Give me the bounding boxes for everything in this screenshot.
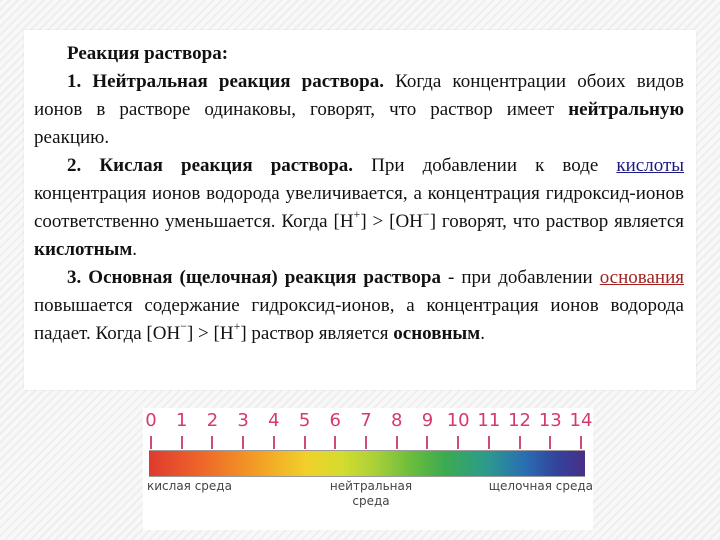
acid-text-2: концентрация ионов водорода увеличивается, а концентрация гидроксид-ионов соответственно уменьшается. Когда [H bbox=[34, 183, 684, 232]
paragraph-alkaline bbox=[34, 264, 684, 348]
neutral-heading: Нейтральная реакция раствора. bbox=[92, 71, 384, 92]
ph-number-8: 8 bbox=[390, 410, 403, 431]
paragraph-number: 2. bbox=[67, 155, 82, 176]
ph-number-7: 7 bbox=[360, 410, 372, 431]
neutral-bold-word: нейтральную bbox=[568, 99, 685, 120]
paragraph-number: 3. bbox=[67, 267, 82, 288]
paragraph-number: 1. bbox=[67, 71, 82, 92]
acid-medium-label: кислая среда bbox=[147, 479, 232, 493]
neutral-text: Когда концентрации обоих видов ионов в растворе одинаковы, говорят, что раствор имеет bbox=[34, 71, 684, 120]
ph-number-1: 1 bbox=[175, 410, 188, 431]
ph-number-9: 9 bbox=[421, 410, 434, 431]
ph-tick-2 bbox=[211, 436, 213, 449]
ph-tick-3 bbox=[242, 436, 244, 449]
ph-number-14: 14 bbox=[569, 410, 593, 431]
ph-number-5: 5 bbox=[298, 410, 311, 431]
acid-link[interactable]: кислоты bbox=[616, 155, 685, 176]
superscript: + bbox=[233, 318, 241, 333]
ph-tick-8 bbox=[396, 436, 398, 449]
paragraph-neutral bbox=[34, 68, 684, 152]
ph-number-10: 10 bbox=[446, 410, 470, 431]
superscript: + bbox=[353, 206, 361, 221]
base-link[interactable]: основания bbox=[599, 267, 685, 288]
ph-tick-9 bbox=[426, 436, 428, 449]
ph-tick-5 bbox=[304, 436, 306, 449]
ph-tick-row bbox=[143, 436, 593, 450]
alkaline-bold-word: основным bbox=[393, 323, 481, 344]
reaction-text-block bbox=[34, 40, 684, 348]
neutral-text-end: реакцию. bbox=[34, 127, 110, 148]
ph-tick-12 bbox=[519, 436, 521, 449]
ph-number-2: 2 bbox=[206, 410, 219, 431]
ph-tick-0 bbox=[150, 436, 152, 449]
ph-tick-10 bbox=[457, 436, 459, 449]
ph-tick-13 bbox=[549, 436, 551, 449]
alkaline-heading: Основная (щелочная) реакция раствора bbox=[88, 267, 441, 288]
ph-number-11: 11 bbox=[477, 410, 501, 431]
alkaline-text-3: ] > [H bbox=[186, 323, 234, 344]
ph-number-row bbox=[143, 408, 593, 436]
ph-tick-4 bbox=[273, 436, 275, 449]
ph-tick-7 bbox=[365, 436, 367, 449]
ph-number-12: 12 bbox=[508, 410, 532, 431]
acid-heading: Кислая реакция раствора. bbox=[99, 155, 354, 176]
alkaline-text-2: повышается содержание гидроксид-ионов, а концентрация ионов водорода падает. Когда [OH bbox=[34, 295, 684, 344]
alkaline-medium-label: щелочная среда bbox=[488, 479, 593, 493]
superscript: − bbox=[180, 318, 187, 333]
acid-end: . bbox=[132, 239, 138, 260]
ph-tick-14 bbox=[580, 436, 582, 449]
acid-bold-word: кислотным bbox=[34, 239, 133, 260]
alkaline-end: . bbox=[480, 323, 485, 344]
acid-text-3: ] > [OH bbox=[360, 211, 423, 232]
ph-number-3: 3 bbox=[237, 410, 249, 431]
ph-number-6: 6 bbox=[329, 410, 341, 431]
acid-text-4: ] говорят, что раствор является bbox=[429, 211, 685, 232]
alkaline-text: - при добавлении bbox=[448, 267, 593, 288]
ph-tick-1 bbox=[181, 436, 183, 449]
ph-tick-6 bbox=[334, 436, 336, 449]
neutral-medium-label: нейтральная среда bbox=[329, 479, 413, 508]
section-title: Реакция раствора: bbox=[67, 43, 229, 64]
ph-scale-figure bbox=[143, 408, 593, 530]
superscript: − bbox=[422, 206, 430, 221]
ph-color-bar bbox=[149, 450, 585, 477]
ph-number-4: 4 bbox=[268, 410, 280, 431]
ph-tick-11 bbox=[488, 436, 490, 449]
acid-text: При добавлении к воде bbox=[371, 155, 599, 176]
ph-number-13: 13 bbox=[538, 410, 562, 431]
ph-number-0: 0 bbox=[145, 410, 157, 431]
paragraph-acid bbox=[34, 152, 684, 264]
alkaline-text-4: ] раствор является bbox=[240, 323, 389, 344]
